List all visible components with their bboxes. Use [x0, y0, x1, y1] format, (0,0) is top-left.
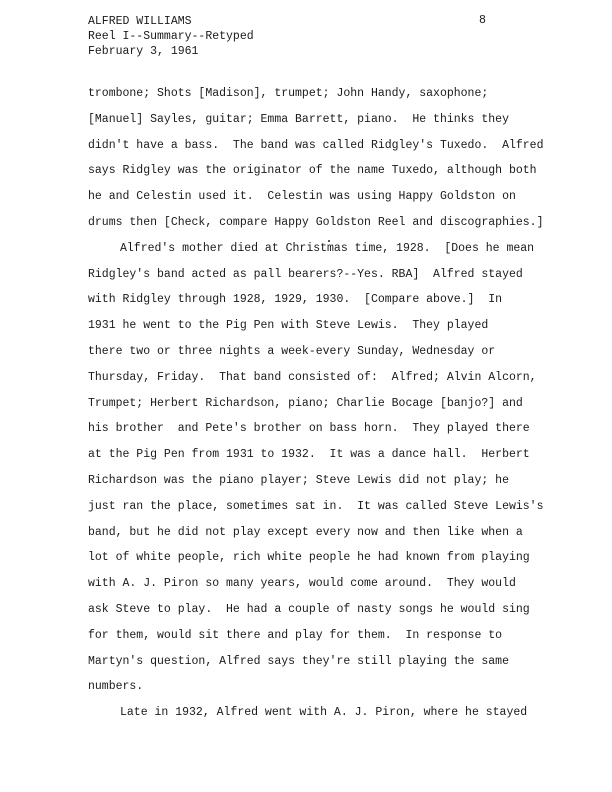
text-line: just ran the place, sometimes sat in. It was called Steve Lewis's — [88, 499, 544, 513]
text-line: Thursday, Friday. That band consisted of: Alfred; Alvin Alcorn, — [88, 370, 537, 384]
text-line: with Ridgley through 1928, 1929, 1930. [Compare above.] In — [88, 293, 503, 307]
text-line: ask Steve to play. He had a couple of nasty songs he would sing — [88, 602, 530, 616]
text-line: [Manuel] Sayles, guitar; Emma Barrett, piano. He thinks they — [88, 112, 509, 126]
text-line: trombone; Shots [Madison], trumpet; John Handy, saxophone; — [88, 87, 489, 100]
header-date: February 3, 1961 — [88, 45, 199, 58]
transcript-body — [88, 86, 558, 731]
header-name: ALFRED WILLIAMS — [88, 15, 192, 28]
text-line: at the Pig Pen from 1931 to 1932. It was a dance hall. Herbert — [88, 448, 530, 462]
text-line: Martyn's question, Alfred says they're still playing the same — [88, 654, 509, 668]
scan-speck — [328, 240, 330, 242]
text-line: with A. J. Piron so many years, would come around. They would — [88, 577, 516, 591]
text-line: Richardson was the piano player; Steve Lewis did not play; he — [88, 473, 509, 487]
text-line: drums then [Check, compare Happy Goldston Reel and discographies.] — [88, 215, 544, 229]
text-line: lot of white people, rich white people he had known from playing — [88, 551, 530, 565]
text-line: didn't have a bass. The band was called Ridgley's Tuxedo. Alfred — [88, 138, 544, 152]
text-line: band, but he did not play except every now and then like when a — [88, 525, 523, 539]
text-line: numbers. — [88, 680, 144, 694]
page-header — [88, 14, 254, 59]
page-number: 8 — [479, 14, 486, 27]
text-line: Trumpet; Herbert Richardson, piano; Charlie Bocage [banjo?] and — [88, 396, 523, 410]
paragraph-start-line: Alfred's mother died at Christmas time, 1928. [Does he mean — [120, 241, 535, 255]
text-line: there two or three nights a week-every Sunday, Wednesday or — [88, 344, 496, 358]
text-line: his brother and Pete's brother on bass horn. They played there — [88, 422, 530, 436]
text-line: for them, would sit there and play for them. In response to — [88, 628, 503, 642]
text-line: says Ridgley was the originator of the name Tuxedo, although both — [88, 164, 537, 178]
header-reel: Reel I--Summary--Retyped — [88, 30, 254, 43]
paragraph-start-line: Late in 1932, Alfred went with A. J. Piron, where he stayed — [120, 706, 528, 720]
text-line: 1931 he went to the Pig Pen with Steve Lewis. They played — [88, 319, 489, 333]
text-line: he and Celestin used it. Celestin was using Happy Goldston on — [88, 190, 516, 204]
text-line: Ridgley's band acted as pall bearers?--Yes. RBA] Alfred stayed — [88, 267, 523, 281]
